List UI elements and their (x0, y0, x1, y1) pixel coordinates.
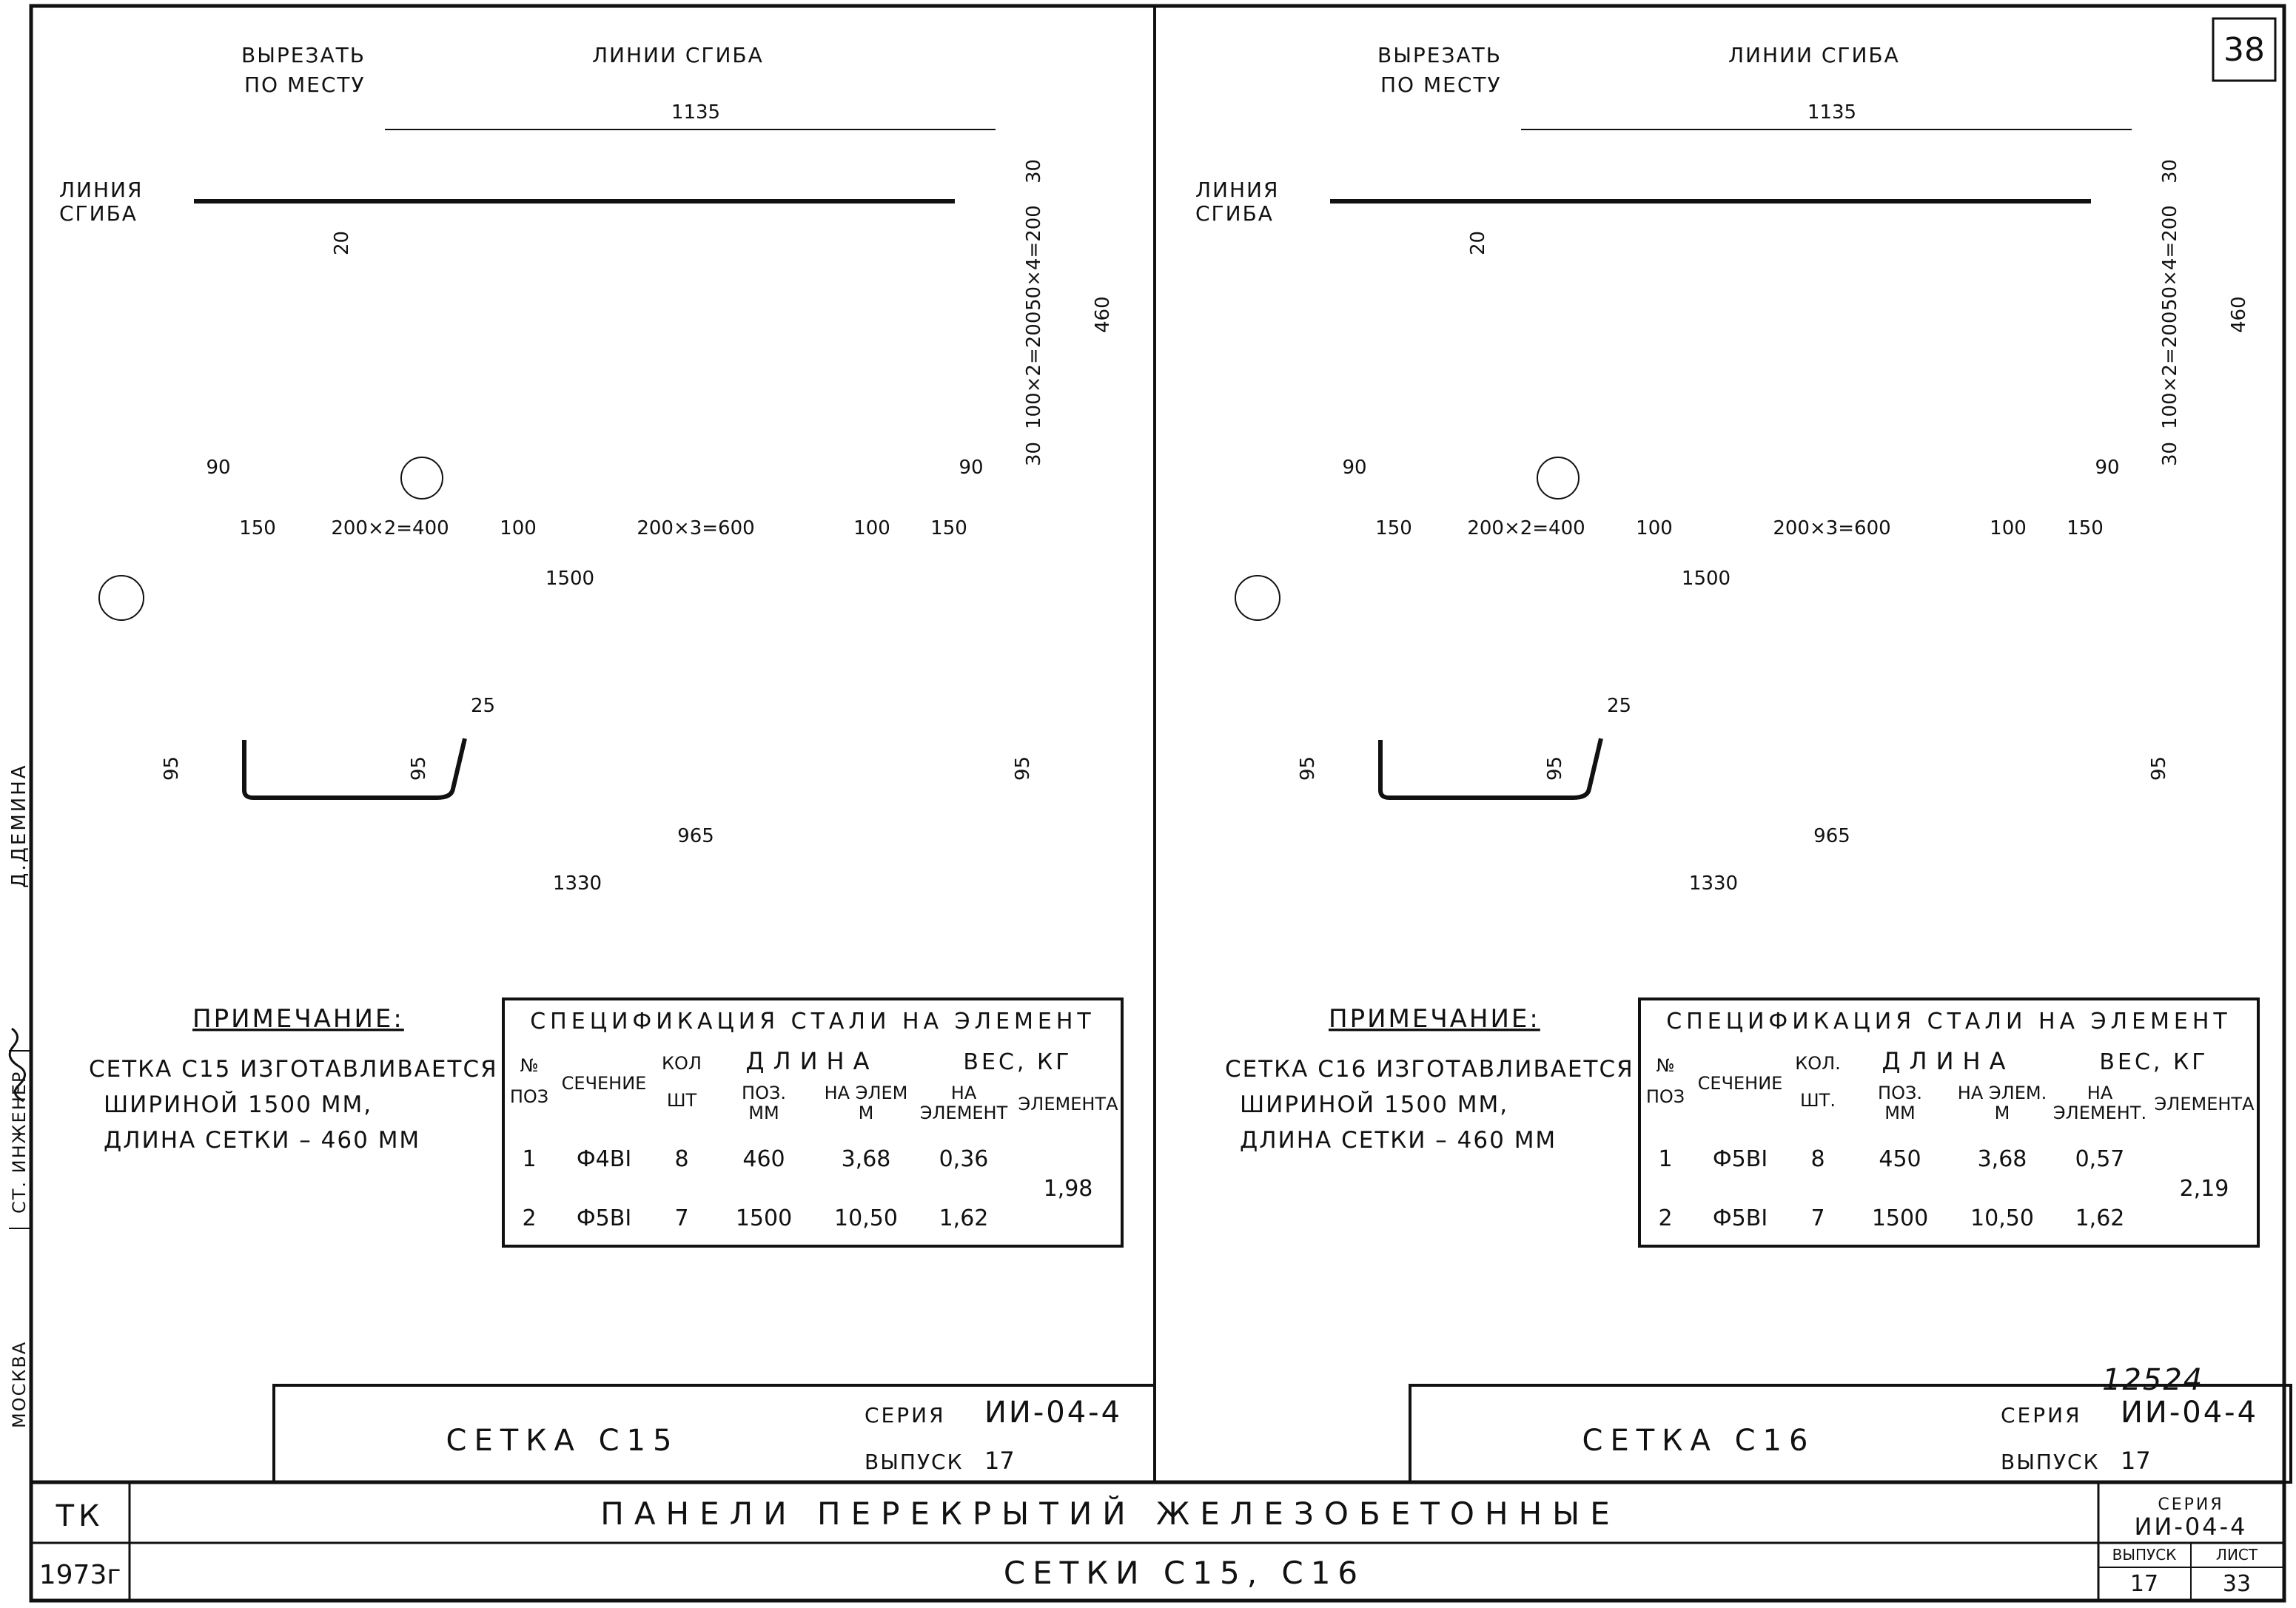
spec-row-1 (522, 1146, 988, 1172)
dim-right-bottom: 30 (2159, 441, 2181, 466)
dim-right-top: 30 (2159, 158, 2181, 184)
svg-text:1500: 1500 (735, 1205, 793, 1231)
dim-total-height: 460 (1092, 296, 1114, 333)
section-h-left: 95 (1297, 756, 1319, 781)
svg-text:7: 7 (674, 1205, 689, 1231)
dim-s2: 200×2=400 (1467, 517, 1585, 539)
section-outer: 1330 (1688, 872, 1739, 895)
dim-s3: 100 (500, 517, 537, 539)
dim-s3: 100 (1636, 517, 1673, 539)
spec-h-qty: КОЛ (662, 1053, 702, 1074)
label-cut-2: ПО МЕСТУ (1380, 73, 1502, 97)
svg-text:1500: 1500 (1871, 1205, 1929, 1231)
spec-row-2 (522, 1205, 988, 1231)
dim-left-end: 90 (1342, 457, 1367, 479)
dim-s1: 150 (239, 517, 276, 539)
label-cut: ВЫРЕЗАТЬ (241, 43, 366, 67)
dim-s4: 200×3=600 (637, 517, 755, 539)
side-labels (8, 763, 31, 1428)
drawing-c16 (1195, 43, 2291, 1482)
note-heading: ПРИМЕЧАНИЕ: (1329, 1004, 1540, 1034)
dim-s6: 150 (930, 517, 967, 539)
label-fold-line: ЛИНИЯ (1195, 178, 1280, 202)
side-label-role: СТ. ИНЖЕНЕР (9, 1070, 30, 1214)
dim-right-upper: 50×4=200 (1023, 205, 1045, 311)
dim-right-end: 90 (2095, 457, 2120, 479)
note-line-2: ШИРИНОЙ 1500 ММ, (1240, 1091, 1509, 1118)
spec-h-len-pos-2: ММ (748, 1103, 779, 1123)
spec-h-len-el-2: М (1994, 1103, 2010, 1123)
section-inner: 965 (677, 825, 714, 847)
stamp-series: ИИ-04-4 (984, 1396, 1123, 1430)
spec-h-weight: ВЕС, КГ (2099, 1049, 2209, 1075)
svg-text:Ф5ВI: Ф5ВI (1712, 1205, 1768, 1231)
drawing-c15 (59, 43, 1155, 1482)
spec-h-w-el: НА (950, 1083, 977, 1103)
side-label-city: МОСКВА (9, 1340, 30, 1428)
position-marker-2 (1235, 576, 1280, 620)
spec-row-1 (1658, 1146, 2124, 1172)
stamp-series-label: СЕРИЯ (865, 1403, 946, 1427)
spec-h-w-el: НА (2087, 1083, 2113, 1103)
project-subtitle: СЕТКИ С15, С16 (1003, 1555, 1366, 1591)
mesh-section (244, 739, 465, 798)
spec-h-weight: ВЕС, КГ (963, 1049, 1073, 1075)
list-label: ЛИСТ (2215, 1546, 2258, 1564)
dim-s2: 200×2=400 (331, 517, 449, 539)
svg-text:3,68: 3,68 (841, 1146, 891, 1172)
section-h-mid: 95 (1544, 756, 1566, 781)
spec-h-pos: № (1656, 1055, 1675, 1076)
spec-h-len-el-2: М (858, 1103, 874, 1123)
stamp-name: СЕТКА С16 (1582, 1424, 1816, 1458)
position-marker-2 (99, 576, 144, 620)
label-fold-lines: ЛИНИИ СГИБА (1728, 43, 1900, 67)
section-h-mid: 95 (408, 756, 430, 781)
spec-h-w-total: ЭЛЕМЕНТА (1018, 1094, 1118, 1114)
dim-right-lower: 100×2=200 (1023, 311, 1045, 429)
org-code: ТК (56, 1499, 104, 1533)
spec-h-w-total: ЭЛЕМЕНТА (2154, 1094, 2255, 1114)
svg-text:7: 7 (1810, 1205, 1825, 1231)
dim-s5: 100 (1990, 517, 2027, 539)
stamp-series: ИИ-04-4 (2121, 1396, 2259, 1430)
year: 1973г (38, 1560, 121, 1590)
section-h-right: 95 (1012, 756, 1034, 781)
svg-text:10,50: 10,50 (834, 1205, 898, 1231)
svg-text:450: 450 (1879, 1146, 1921, 1172)
svg-text:1: 1 (522, 1146, 537, 1172)
dim-right-bottom: 30 (1023, 441, 1045, 466)
svg-text:3,68: 3,68 (1977, 1146, 2027, 1172)
svg-text:2: 2 (522, 1205, 537, 1231)
dim-left-end: 90 (206, 457, 231, 479)
position-marker-1 (1537, 457, 1579, 499)
stamp-issue: 17 (984, 1447, 1015, 1475)
section-h-right: 95 (2148, 756, 2170, 781)
spec-total: 1,98 (1043, 1176, 1093, 1202)
stamp-series-label: СЕРИЯ (2001, 1403, 2082, 1427)
svg-text:10,50: 10,50 (1970, 1205, 2034, 1231)
spec-title: СПЕЦИФИКАЦИЯ СТАЛИ НА ЭЛЕМЕНТ (1666, 1009, 2232, 1035)
dim-total-width: 1500 (545, 568, 595, 590)
dim-total-height: 460 (2228, 296, 2250, 333)
note-line-2: ШИРИНОЙ 1500 ММ, (104, 1091, 373, 1118)
spec-h-len-pos-2: ММ (1884, 1103, 1916, 1123)
spec-h-len-el: НА ЭЛЕМ (824, 1083, 908, 1103)
note-heading: ПРИМЕЧАНИЕ: (192, 1004, 404, 1034)
spec-h-pos-2: ПОЗ (509, 1086, 549, 1107)
note-line-1: СЕТКА С15 ИЗГОТАВЛИВАЕТСЯ (89, 1056, 498, 1083)
svg-text:8: 8 (674, 1146, 689, 1172)
spec-h-len-el: НА ЭЛЕМ. (1957, 1083, 2047, 1103)
spec-h-len-pos: ПОЗ. (1878, 1083, 1922, 1103)
issue-value: 17 (2129, 1571, 2159, 1597)
project-title: ПАНЕЛИ ПЕРЕКРЫТИЙ ЖЕЛЕЗОБЕТОННЫЕ (600, 1496, 1620, 1532)
spec-h-length: ДЛИНА (1882, 1047, 2015, 1075)
spec-h-w-el-2: ЭЛЕМЕНТ. (2052, 1103, 2147, 1123)
label-cut: ВЫРЕЗАТЬ (1377, 43, 1502, 67)
stamp-issue: 17 (2121, 1447, 2151, 1475)
spec-h-pos: № (520, 1055, 539, 1076)
spec-h-w-el-2: ЭЛЕМЕНТ (919, 1103, 1008, 1123)
svg-text:0,36: 0,36 (939, 1146, 989, 1172)
spec-h-length: ДЛИНА (745, 1047, 879, 1075)
dim-right-lower: 100×2=200 (2159, 311, 2181, 429)
note-line-1: СЕТКА С16 ИЗГОТАВЛИВАЕТСЯ (1225, 1056, 1634, 1083)
label-cut-2: ПО МЕСТУ (244, 73, 366, 97)
position-marker-1 (401, 457, 443, 499)
stamp-name: СЕТКА С15 (446, 1424, 679, 1458)
series-label: СЕРИЯ (2158, 1496, 2224, 1514)
spec-title: СПЕЦИФИКАЦИЯ СТАЛИ НА ЭЛЕМЕНТ (530, 1009, 1095, 1035)
spec-h-len-pos: ПОЗ. (742, 1083, 786, 1103)
svg-text:1: 1 (1658, 1146, 1673, 1172)
label-fold-line-2: СГИБА (1195, 201, 1274, 226)
svg-text:Ф5ВI: Ф5ВI (576, 1205, 632, 1231)
dim-top: 1135 (1807, 101, 1857, 124)
side-label-author: Д.ДЕМИНА (8, 763, 30, 888)
section-h-left: 95 (161, 756, 183, 781)
issue-label: ВЫПУСК (2112, 1546, 2177, 1564)
spec-total: 2,19 (2179, 1176, 2229, 1202)
series-value: ИИ-04-4 (2134, 1513, 2248, 1541)
sheet-frame (31, 6, 2284, 1601)
note-line-3: ДЛИНА СЕТКИ – 460 ММ (104, 1127, 421, 1154)
dim-left-offset: 20 (331, 230, 353, 255)
dim-left-offset: 20 (1467, 230, 1489, 255)
spec-h-qty-2: ШТ (666, 1090, 697, 1111)
note-line-3: ДЛИНА СЕТКИ – 460 ММ (1240, 1127, 1557, 1154)
spec-h-pos-2: ПОЗ (1645, 1086, 1685, 1107)
list-value: 33 (2222, 1571, 2252, 1597)
dim-top: 1135 (671, 101, 721, 124)
stamp-issue-label: ВЫПУСК (865, 1450, 964, 1474)
spec-row-2 (1658, 1205, 2124, 1231)
svg-text:1,62: 1,62 (939, 1205, 989, 1231)
svg-text:1,62: 1,62 (2075, 1205, 2125, 1231)
mesh-section (1380, 739, 1601, 798)
dim-s6: 150 (2067, 517, 2104, 539)
dim-right-top: 30 (1023, 158, 1045, 184)
svg-text:2: 2 (1658, 1205, 1673, 1231)
label-fold-line-2: СГИБА (59, 201, 138, 226)
label-fold-line: ЛИНИЯ (59, 178, 144, 202)
spec-h-section: СЕЧЕНИЕ (561, 1073, 647, 1094)
label-fold-lines: ЛИНИИ СГИБА (592, 43, 764, 67)
svg-text:8: 8 (1810, 1146, 1825, 1172)
sheet-number: 38 (2223, 31, 2265, 69)
section-tilt: 25 (1607, 695, 1632, 717)
svg-text:0,57: 0,57 (2075, 1146, 2125, 1172)
dim-right-upper: 50×4=200 (2159, 205, 2181, 311)
svg-text:460: 460 (742, 1146, 785, 1172)
stamp-issue-label: ВЫПУСК (2001, 1450, 2100, 1474)
title-block (39, 1495, 2258, 1597)
dim-right-end: 90 (959, 457, 984, 479)
svg-text:Ф5ВI: Ф5ВI (1712, 1146, 1768, 1172)
section-outer: 1330 (552, 872, 602, 895)
dim-s1: 150 (1375, 517, 1412, 539)
spec-h-section: СЕЧЕНИЕ (1697, 1073, 1783, 1094)
spec-h-qty-2: ШТ. (1800, 1090, 1836, 1111)
spec-h-qty: КОЛ. (1795, 1053, 1841, 1074)
dim-s4: 200×3=600 (1773, 517, 1891, 539)
dim-s5: 100 (853, 517, 890, 539)
section-inner: 965 (1813, 825, 1850, 847)
svg-text:Ф4ВI: Ф4ВI (576, 1146, 632, 1172)
inventory-number: 12524 (2102, 1363, 2204, 1397)
dim-total-width: 1500 (1681, 568, 1731, 590)
section-tilt: 25 (471, 695, 496, 717)
